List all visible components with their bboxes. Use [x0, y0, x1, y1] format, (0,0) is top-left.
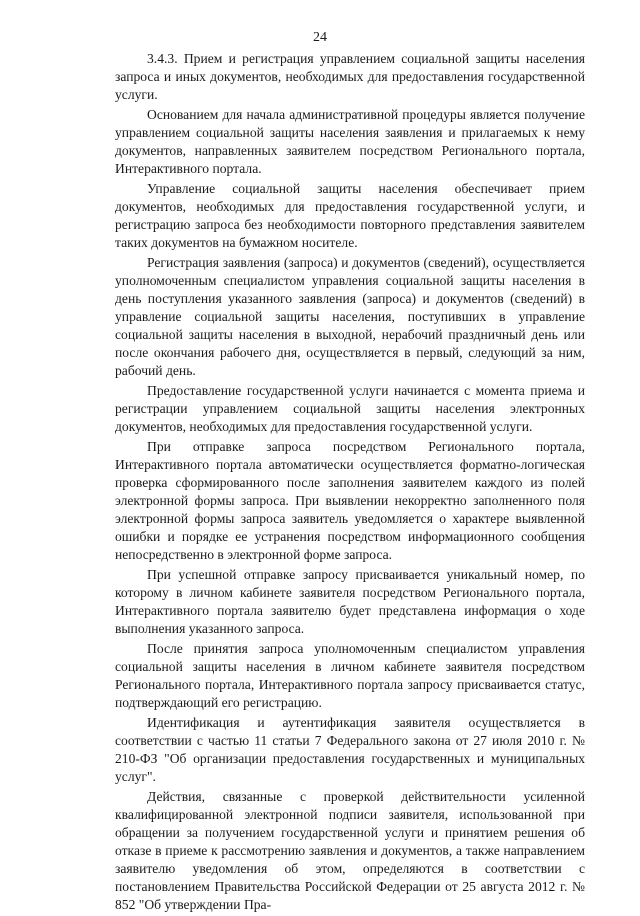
paragraph: Предоставление государственной услуги начинается с момента приема и регистрации управлением социальной защиты населения электронных документов, необходимых для предоставления государственной услуги.	[115, 383, 585, 434]
paragraph: При успешной отправке запросу присваивается уникальный номер, по которому в личном кабинете заявителя посредством Регионального портала, Интерактивного портала заявителю будет представлена информация о ходе выполнения указанного запроса.	[115, 567, 585, 636]
paragraph: Основанием для начала административной процедуры является получение управлением социальной защиты населения заявления и прилагаемых к нему документов, направленных заявителем посредством Регионального портала, Интерактивного портала.	[115, 107, 585, 176]
paragraph: При отправке запроса посредством Регионального портала, Интерактивного портала автоматически осуществляется форматно-логическая проверка сформированного после заполнения заявителем каждого из полей электронной формы запроса. При выявлении некорректно заполненного поля электронной формы запроса заявитель уведомляется о характере выявленной ошибки и порядке ее устранения посредством информационного сообщения непосредственно в электронной форме запроса.	[115, 439, 585, 562]
page-number: 24	[313, 30, 327, 45]
paragraph: Идентификация и аутентификация заявителя осуществляется в соответствии с частью 11 статьи 7 Федерального закона от 27 июля 2010 г. № 210-ФЗ "Об организации предоставления государственных и муниципальных услуг".	[115, 715, 585, 784]
paragraph: Действия, связанные с проверкой действительности усиленной квалифицированной электронной подписи заявителя, использованной при обращении за получением государственной услуги и принятием решения об отказе в приеме к рассмотрению заявления и документов, а также направлением заявителю уведомления об этом, определяются в соответствии с постановлением Правительства Российской Федерации от 25 августа 2012 г. № 852 "Об утверждении Пра-	[115, 789, 585, 912]
paragraph: Регистрация заявления (запроса) и документов (сведений), осуществляется уполномоченным специалистом управления социальной защиты населения в день поступления указанного заявления (запроса) и документов (сведений) в управление социальной защиты населения, поступивших в управление социальной защиты населения в выходной, нерабочий праздничный день или после окончания рабочего дня, осуществляется в первый, следующий за ним, рабочий день.	[115, 255, 585, 378]
paragraph-section-heading: 3.4.3. Прием и регистрация управлением социальной защиты населения запроса и иных документов, необходимых для предоставления государственной услуги.	[115, 51, 585, 102]
paragraph: Управление социальной защиты населения обеспечивает прием документов, необходимых для предоставления государственной услуги, и регистрацию запроса без необходимости повторного представления заявителем таких документов на бумажном носителе.	[115, 181, 585, 250]
paragraph: После принятия запроса уполномоченным специалистом управления социальной защиты населения в личном кабинете заявителя посредством Регионального портала, Интерактивного портала запросу присваивается статус, подтверждающий его регистрацию.	[115, 641, 585, 710]
document-body	[115, 50, 585, 916]
